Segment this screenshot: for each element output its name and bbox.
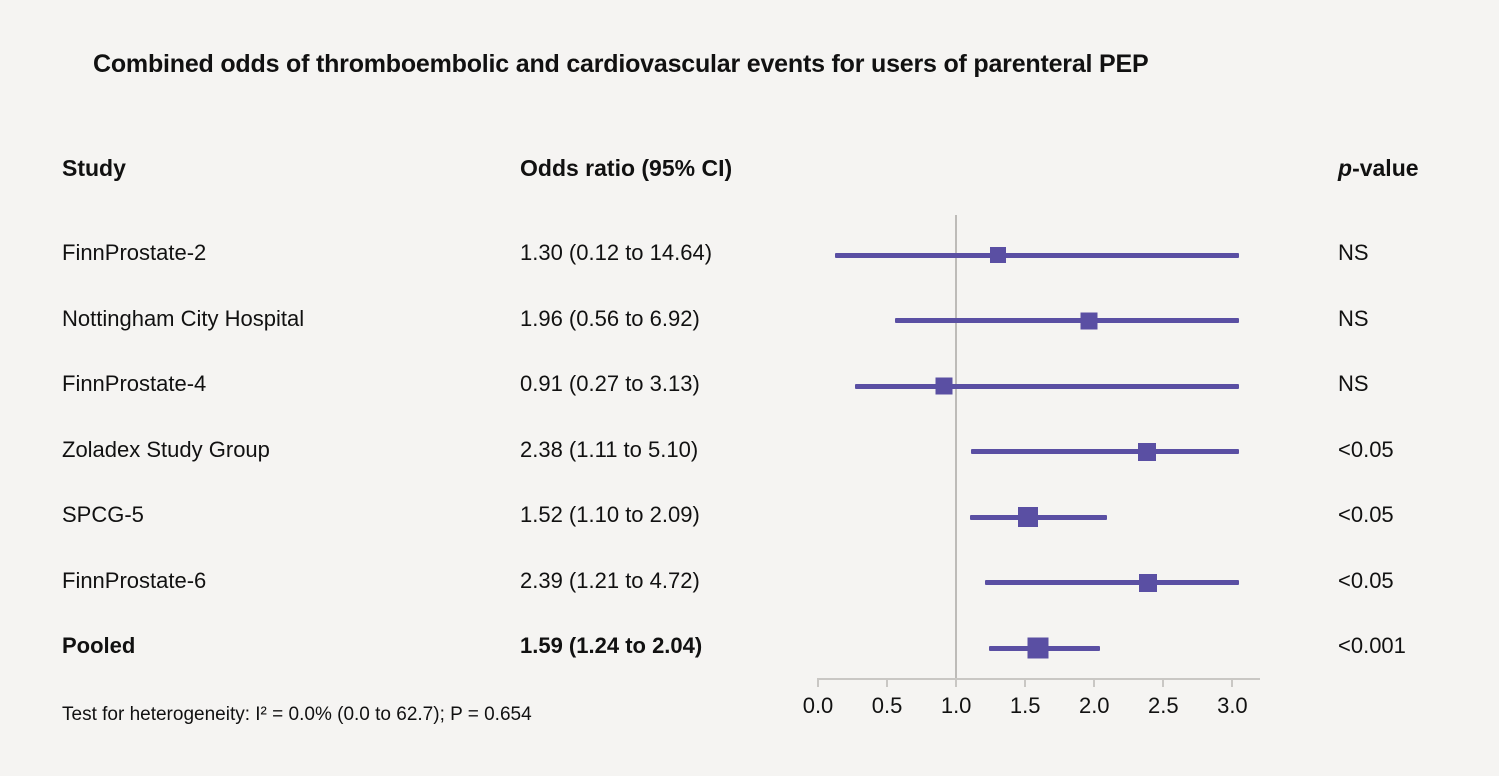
row-study-label: FinnProstate-2 [62,240,207,265]
column-header-odds-ratio: Odds ratio (95% CI) [520,155,733,181]
x-axis-line [818,678,1260,680]
confidence-interval-bar [835,253,1240,258]
effect-estimate-marker [990,247,1006,263]
column-header-study: Study [62,155,126,181]
column-header-p-value [1338,155,1419,182]
row-odds-ratio: 1.96 (0.56 to 6.92) [520,305,700,331]
effect-estimate-marker [935,378,952,395]
row-odds-ratio: 2.39 (1.21 to 4.72) [520,567,700,593]
confidence-interval-bar [895,318,1239,323]
row-odds-ratio: 1.30 (0.12 to 14.64) [520,240,713,265]
row-p-value: NS [1338,305,1369,331]
figure-title: Combined odds of thromboembolic and cardiovascular events for users of parenteral PEP [93,50,1149,78]
row-odds-ratio: 1.52 (1.10 to 2.09) [520,502,700,527]
x-tick-label: 2.5 [1148,693,1179,718]
x-tick-label: 2.0 [1078,693,1110,718]
row-study-label: FinnProstate-4 [62,371,207,396]
row-p-value: <0.05 [1338,502,1394,527]
x-tick-label: 1.5 [1009,693,1041,718]
confidence-interval-bar [971,449,1239,454]
row-odds-ratio: 1.59 (1.24 to 2.04) [520,633,703,658]
row-p-value: NS [1338,240,1369,265]
confidence-interval-bar [985,580,1239,585]
p-suffix: -value [1352,155,1419,181]
x-tick [1162,678,1164,687]
row-p-value: NS [1338,371,1369,396]
x-tick-label: 0.0 [802,693,834,718]
row-p-value: <0.05 [1338,436,1394,462]
effect-estimate-marker [1080,312,1097,329]
row-study-label: Zoladex Study Group [62,436,270,462]
x-tick [1231,678,1233,687]
row-study-label: Pooled [62,633,136,658]
x-tick [1024,678,1026,687]
x-tick-label: 1.0 [940,693,972,718]
effect-estimate-marker [1139,574,1157,592]
effect-estimate-marker [1027,638,1048,659]
null-effect-line [955,215,957,678]
x-tick [886,678,888,687]
row-study-label: FinnProstate-6 [62,567,207,593]
x-tick [955,678,957,687]
x-tick [1093,678,1095,687]
confidence-interval-bar [855,384,1239,389]
confidence-interval-bar [970,515,1107,520]
effect-estimate-marker [1018,507,1038,527]
heterogeneity-footnote: Test for heterogeneity: I² = 0.0% (0.0 to 62.7); P = 0.654 [62,704,532,725]
row-p-value: <0.001 [1338,633,1406,658]
row-odds-ratio: 0.91 (0.27 to 3.13) [520,371,700,396]
row-study-label: Nottingham City Hospital [62,305,305,331]
plot-area [802,215,1260,718]
row-odds-ratio: 2.38 (1.11 to 5.10) [520,436,699,462]
x-tick [817,678,819,687]
x-tick-label: 0.5 [871,693,903,718]
p-italic: p [1338,155,1353,181]
effect-estimate-marker [1138,443,1156,461]
row-study-label: SPCG-5 [62,502,144,527]
x-tick-label: 3.0 [1217,693,1248,718]
row-p-value: <0.05 [1338,567,1394,593]
